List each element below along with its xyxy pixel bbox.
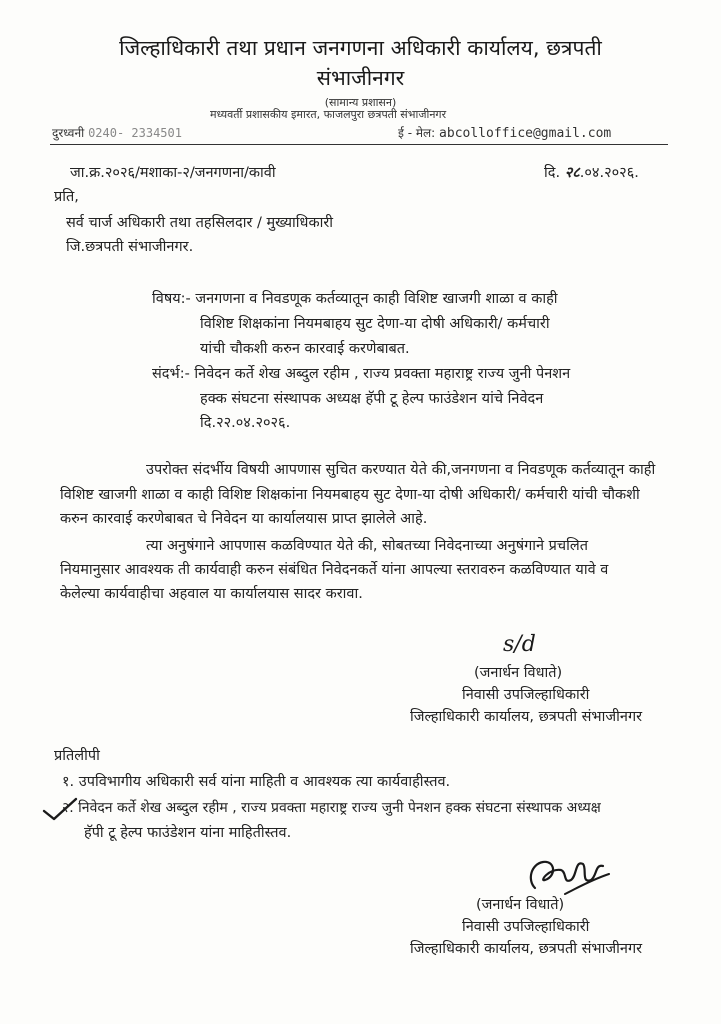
to-label: प्रति,: [54, 189, 79, 205]
phone-number: 0240- 2334501: [88, 126, 182, 140]
letter-date: [544, 162, 639, 182]
copy-item-2-line1: २. निवेदन कर्ते शेख अब्दुल रहीम , राज्य प्रवक्ता महाराष्ट्र राज्य जुनी पेनशन हक्क संघटना संस्थापक अध्यक्ष: [62, 800, 601, 816]
para1-line2: विशिष्ट खाजगी शाळा व काही विशिष्ट शिक्षकांना नियमबाहय सुट देणा-या दोषी अधिकारी/ कर्मचारी यांची चौकशी: [60, 487, 640, 503]
signatory-name: (जनार्धन विधाते): [474, 665, 563, 681]
para2-line1: त्या अनुषंगाने आपणास कळविण्यात येते की, सोबतच्या निवेदनाच्या अनुषंगाने प्रचलित: [146, 538, 588, 554]
recipient-line1: सर्व चार्ज अधिकारी तथा तहसिलदार / मुख्याधिकारी: [66, 215, 334, 231]
para1-line1: उपरोक्त संदर्भीय विषयी आपणास सुचित करण्यात येते की,जनगणना व निवडणूक कर्तव्यातून काही: [146, 462, 656, 478]
office-title-line1: जिल्हाधिकारी तथा प्रधान जनगणना अधिकारी कार्यालय, छत्रपती: [119, 36, 602, 60]
subject-line1: विषय:- जनगणना व निवडणूक कर्तव्यातून काही विशिष्ट खाजगी शाळा व काही: [152, 291, 558, 307]
date-prefix: दि.: [544, 165, 561, 181]
signatory-designation: निवासी उपजिल्हाधिकारी: [462, 687, 590, 703]
reference-number: जा.क्र.२०२६/मशाका-२/जनगणना/कावी: [70, 165, 276, 181]
signatory2-name: (जनार्धन विधाते): [476, 897, 565, 913]
signature-mark: s/d: [503, 632, 536, 657]
handwritten-signature: [505, 850, 615, 900]
reference-line1: संदर्भ:- निवेदन कर्ते शेख अब्दुल रहीम , राज्य प्रवक्ता महाराष्ट्र राज्य जुनी पेनशन: [152, 366, 571, 382]
reference-line2: हक्क संघटना संस्थापक अध्यक्ष हॅपी टू हेल्प फाउंडेशन यांचे निवेदन: [200, 391, 544, 407]
email-label: ई - मेल:: [398, 126, 436, 140]
recipient-line2: जि.छत्रपती संभाजीनगर.: [66, 239, 194, 255]
signatory2-designation: निवासी उपजिल्हाधिकारी: [462, 919, 590, 935]
para1-line3: करुन कारवाई करणेबाबत चे निवेदन या कार्यालयास प्राप्त झालेले आहे.: [60, 511, 428, 527]
date-rest: .०४.२०२६.: [579, 165, 639, 181]
date-handwritten: २८: [564, 164, 580, 181]
copies-label: प्रतिलीपी: [54, 748, 100, 764]
copy-item-1: १. उपविभागीय अधिकारी सर्व यांना माहिती व आवश्यक त्या कार्यवाहीस्तव.: [62, 774, 451, 790]
header-divider: [50, 144, 668, 145]
office-section: (सामान्य प्रशासन): [324, 96, 397, 109]
copy-item-2-line2: हॅपी टू हेल्प फाउंडेशन यांना माहितीस्तव.: [84, 825, 292, 841]
signatory-office: जिल्हाधिकारी कार्यालय, छत्रपती संभाजीनगर: [410, 709, 643, 725]
subject-line3: यांची चौकशी करुन कारवाई करणेबाबत.: [200, 341, 410, 357]
reference-line3: दि.२२.०४.२०२६.: [200, 415, 291, 431]
office-title-line2: संभाजीनगर: [316, 66, 405, 90]
email-address: abcolloffice@gmail.com: [439, 126, 612, 141]
phone-line: [52, 124, 182, 141]
para2-line3: केलेल्या कार्यवाहीचा अहवाल या कार्यालयास सादर करावा.: [60, 586, 363, 602]
para2-line2: नियमानुसार आवश्यक ती कार्यवाही करुन संबंधित निवेदनकर्ते यांना आपल्या स्तरावरुन कळविण्यात यावे व: [60, 562, 609, 578]
phone-label: दुरध्वनी: [52, 126, 85, 140]
email-line: [398, 124, 611, 141]
subject-line2: विशिष्ट शिक्षकांना नियमबाहय सुट देणा-या दोषी अधिकारी/ कर्मचारी: [200, 316, 550, 332]
signatory2-office: जिल्हाधिकारी कार्यालय, छत्रपती संभाजीनगर: [410, 941, 643, 957]
office-address: मध्यवर्ती प्रशासकीय इमारत, फाजलपुरा छत्रपती संभाजीनगर: [210, 108, 447, 121]
